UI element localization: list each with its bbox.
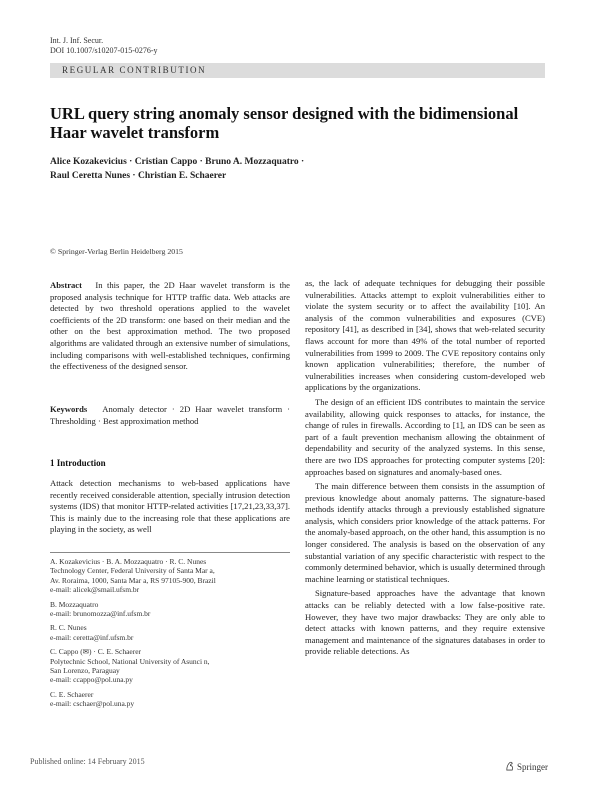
affiliation-names: B. Mozzaquatro bbox=[50, 599, 99, 609]
copyright: © Springer-Verlag Berlin Heidelberg 2015 bbox=[50, 247, 183, 256]
keywords-label: Keywords bbox=[50, 404, 88, 414]
author-list bbox=[50, 155, 530, 183]
affiliations bbox=[50, 557, 295, 714]
abstract-label: Abstract bbox=[50, 280, 82, 290]
body-paragraph: The design of an efficient IDS contributes to maintain the service availability, allowing quick responses to attacks, for instance, the change of rules in firewalls. According to [1], an IDS can be seen as part of a fault prevention mechanism allowing the obtainment of dependability and security of the analyzed systems. In this sense, there are two IDS approaches for protecting computer systems [20]: approaches based on signatures and anomaly-based ones. bbox=[305, 396, 545, 477]
right-column-body bbox=[305, 278, 545, 661]
affiliation-block bbox=[50, 690, 295, 709]
publisher-name: Springer bbox=[517, 762, 548, 772]
body-paragraph: The main difference between them consists in the assumption of previous knowledge about anomaly patterns. The signature-based methods identify attacks through a previously established signature analysis, which considers prior knowledge of the attack patterns. For the anomaly-based approach, on the other hand, this assumption is no longer considered. The analysis is based on the observation of any substantial variation of any specific characteristic with respect to the commonly determined behavior, which is usually determined through machine learning or statistical techniques. bbox=[305, 481, 545, 584]
publisher-logo bbox=[505, 761, 548, 772]
affiliation-email[interactable]: e-mail: ccappo@pol.una.py bbox=[50, 675, 133, 685]
article-type-banner bbox=[50, 63, 545, 78]
affiliation-block bbox=[50, 623, 295, 642]
springer-horse-icon bbox=[505, 761, 514, 771]
body-paragraph: Signature-based approaches have the advantage that known attacks can be reliably detected with a low false-positive rate. However, they have two major drawbacks: They are only able to detect attacks with known patterns, and they require extensive management and maintenance of the signatures databases in order to provide reliable detections. As bbox=[305, 588, 545, 657]
abstract-text: In this paper, the 2D Haar wavelet transform is the proposed analysis technique for HTTP traffic data. Web attacks are detected by two threshold operations applied to the wavelet coefficients of the 2D transform: one based on their median and the other on the best approximation method. The two proposed algorithms are validated through an extensive number of simulations, including comparisons with well-established techniques, confirming the effectiveness of the designed sensor. bbox=[50, 280, 290, 372]
footnote-divider bbox=[50, 552, 290, 553]
journal-info bbox=[50, 36, 158, 56]
intro-paragraph bbox=[50, 478, 290, 536]
published-date: Published online: 14 February 2015 bbox=[30, 757, 145, 766]
keywords-text: Anomaly detector · 2D Haar wavelet transform · Thresholding · Best approximation method bbox=[50, 404, 290, 426]
keywords bbox=[50, 404, 290, 427]
affiliation-block bbox=[50, 600, 295, 619]
abstract bbox=[50, 280, 290, 373]
intro-text: Attack detection mechanisms to web-based applications have recently received considerable attention, specially intrusion detection systems (IDS) that monitor HTTP-related activities [17,21,23,33,37]. This is mainly due to the increasing role that these applications are playing in the society, as well bbox=[50, 478, 290, 535]
affiliation-names: A. Kozakevicius · B. A. Mozzaquatro · R. C. Nunes bbox=[50, 557, 207, 566]
affiliation-block bbox=[50, 557, 295, 595]
author-line-2: Raul Ceretta Nunes · Christian E. Schaerer bbox=[50, 171, 227, 181]
affiliation-email[interactable]: e-mail: brunomozza@inf.ufsm.br bbox=[50, 609, 151, 619]
body-paragraph: as, the lack of adequate techniques for debugging their possible vulnerabilities. Attacks attempt to exploit vulnerabilities either to violate the system security or to affect the availability [10]. An analysis of the common vulnerabilities and exposures (CVE) repository [41], as described in [34], shows that web-related security flaws account for more than 49% of the total number of reported vulnerabilities from 1999 to 2009. The CVE repository contains only known application vulnerabilities; therefore, the number of vulnerabilities increases when considering custom-developed web applications by the organizations. bbox=[305, 278, 545, 393]
affiliation-org: Polytechnic School, National University of Asunci n, bbox=[50, 656, 210, 666]
affiliation-address: San Lorenzo, Paraguay bbox=[50, 666, 120, 676]
doi: DOI 10.1007/s10207-015-0276-y bbox=[50, 46, 158, 55]
affiliation-address: Av. Roraima, 1000, Santa Mar a, RS 97105-900, Brazil bbox=[50, 575, 216, 585]
affiliation-email[interactable]: e-mail: alicek@smail.ufsm.br bbox=[50, 585, 140, 595]
affiliation-email[interactable]: e-mail: cschaer@pol.una.py bbox=[50, 699, 135, 709]
journal-name: Int. J. Inf. Secur. bbox=[50, 36, 104, 45]
affiliation-org: Technology Center, Federal University of Santa Mar a, bbox=[50, 566, 215, 576]
affiliation-block bbox=[50, 647, 295, 685]
affiliation-email[interactable]: e-mail: ceretta@inf.ufsm.br bbox=[50, 632, 134, 642]
article-type-label: REGULAR CONTRIBUTION bbox=[62, 65, 207, 75]
affiliation-names: C. Cappo (✉) · C. E. Schaerer bbox=[50, 647, 142, 657]
paper-title: URL query string anomaly sensor designed with the bidimensional Haar wavelet transform bbox=[50, 104, 519, 142]
affiliation-names: C. E. Schaerer bbox=[50, 689, 94, 699]
section-heading: 1 Introduction bbox=[50, 458, 106, 468]
affiliation-names: R. C. Nunes bbox=[50, 623, 87, 633]
author-line-1: Alice Kozakevicius · Cristian Cappo · Bruno A. Mozzaquatro · bbox=[50, 157, 305, 167]
